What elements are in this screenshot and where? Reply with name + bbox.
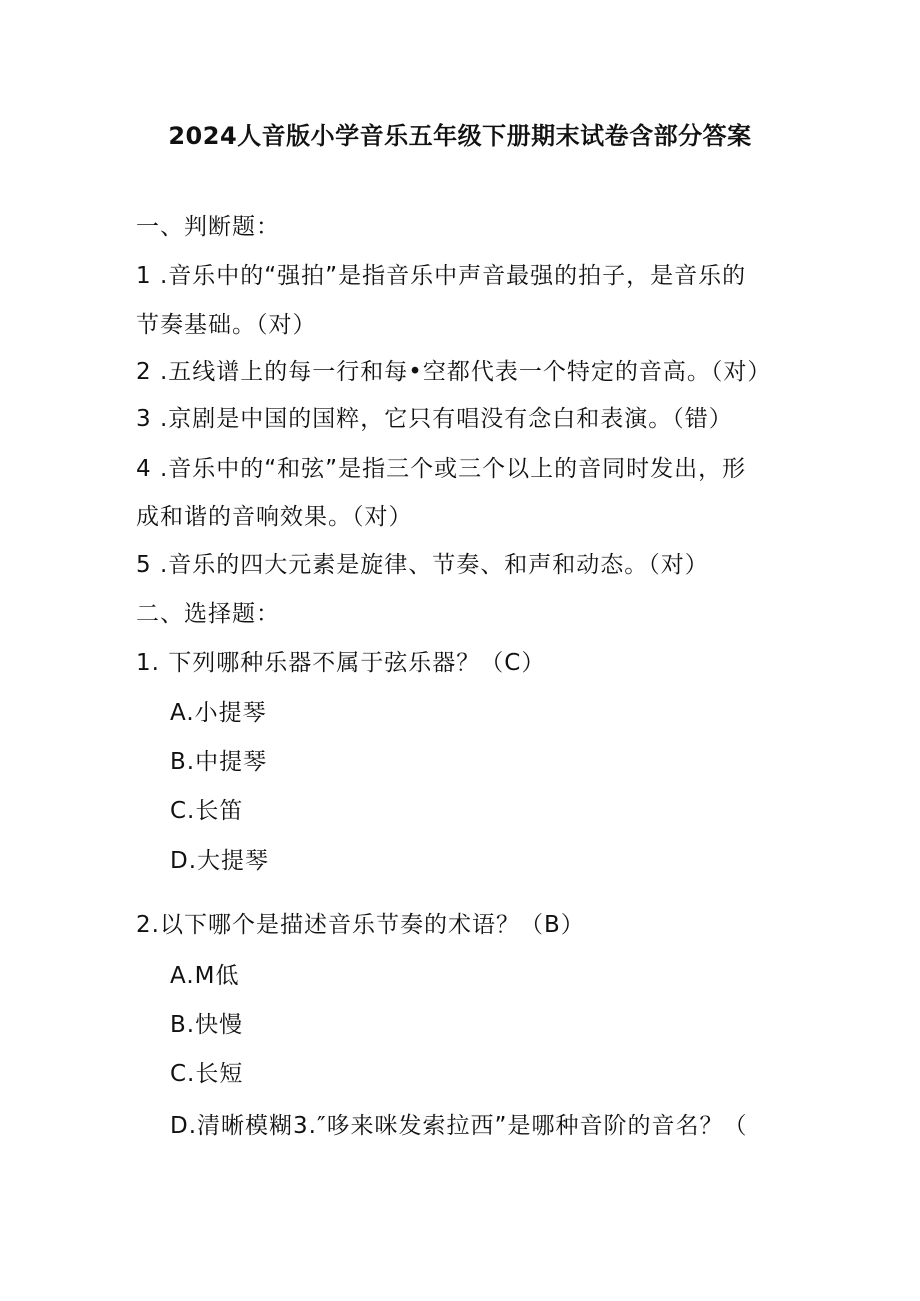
choice-question-2-option-c: C.长短 (170, 1061, 244, 1087)
judgment-item-4-line-1: 4 .音乐中的“和弦”是指三个或三个以上的音同时发出，形 (136, 456, 747, 482)
judgment-item-5: 5 .音乐的四大元素是旋律、节奏、和声和动态。（对） (136, 552, 709, 578)
judgment-item-1-line-2: 节奏基础。（对） (136, 312, 317, 338)
document-title: 2024人音版小学音乐五年级下册期末试卷含部分答案 (168, 122, 752, 150)
judgment-item-1-line-1: 1 .音乐中的“强拍”是指音乐中声音最强的拍子，是音乐的 (136, 263, 747, 289)
choice-question-1-option-b: B.中提琴 (170, 749, 268, 775)
choice-question-1-option-d: D.大提琴 (170, 848, 270, 874)
choice-question-2-option-b: B.快慢 (170, 1012, 244, 1038)
choice-question-1-stem: 1. 下列哪种乐器不属于弦乐器？（C） (136, 650, 546, 676)
choice-question-1-option-c: C.长笛 (170, 798, 244, 824)
judgment-item-2: 2 .五线谱上的每一行和每•空都代表一个特定的音高。（对） (136, 359, 772, 385)
section-heading-choice: 二、选择题： (136, 601, 280, 627)
section-heading-judgment: 一、判断题： (136, 214, 280, 240)
choice-question-2-stem: 2.以下哪个是描述音乐节奏的术语？（B） (136, 912, 585, 938)
judgment-item-4-line-2: 成和谐的音响效果。（对） (136, 504, 413, 530)
choice-question-2-option-d: D.清晰模糊3.″哆来咪发索拉西”是哪种音阶的音名？（ (170, 1113, 748, 1139)
judgment-item-3: 3 .京剧是中国的国粹，它只有唱没有念白和表演。（错） (136, 406, 733, 432)
choice-question-1-option-a: A.小提琴 (170, 700, 267, 726)
choice-question-2-option-a: A.M低 (170, 963, 240, 989)
